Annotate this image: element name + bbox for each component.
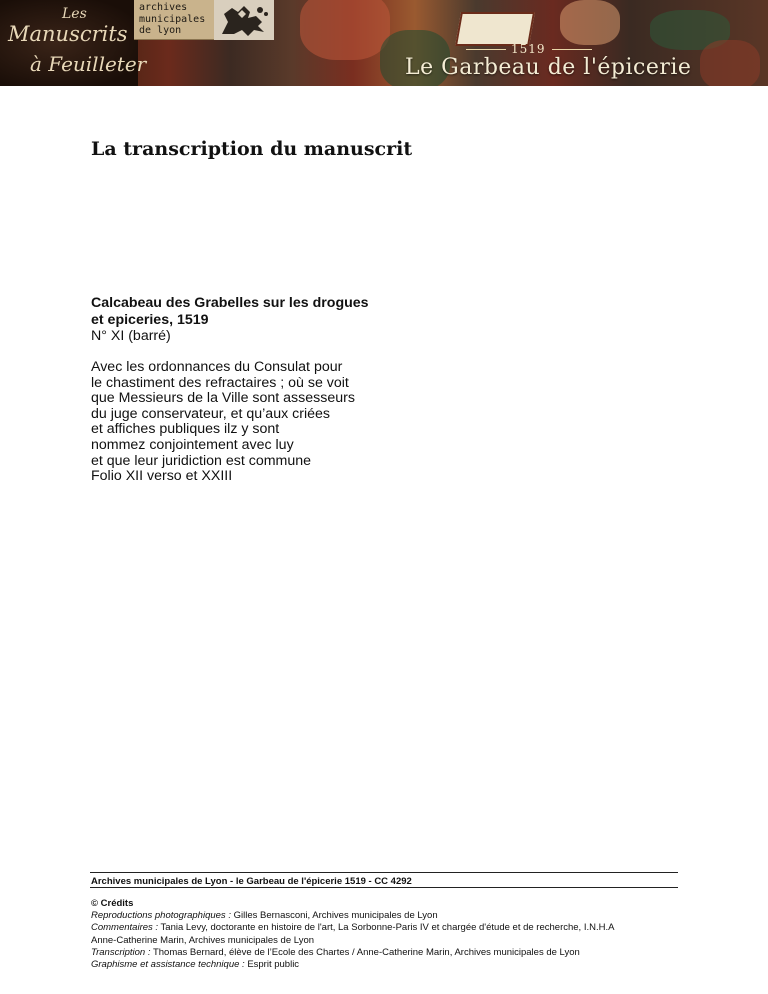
logo-text: Les xyxy=(62,6,87,22)
credit-role: Commentaires : xyxy=(91,922,159,934)
document-title: Calcabeau des Grabelles sur les drogues et epiceries, 1519 xyxy=(91,295,369,328)
credits-heading: © Crédits xyxy=(91,898,134,909)
credit-line xyxy=(91,959,691,971)
banner-title: Le Garbeau de l'épicerie xyxy=(405,55,692,80)
series-logo[interactable] xyxy=(0,0,147,86)
credit-line xyxy=(91,922,691,934)
logo-text: à Feuilleter xyxy=(30,52,147,76)
banner-divider xyxy=(466,49,506,50)
credit-names: Gilles Bernasconi, Archives municipales de Lyon xyxy=(233,910,438,922)
lion-emblem-icon xyxy=(214,0,274,40)
footer-divider xyxy=(90,872,678,873)
archives-logo-line: archives xyxy=(139,2,188,13)
credit-role: Graphisme et assistance technique : xyxy=(91,959,245,971)
transcription-text xyxy=(91,360,391,485)
footer-reference: Archives municipales de Lyon - le Garbeau de l'épicerie 1519 - CC 4292 xyxy=(91,876,412,887)
transcription-line: Folio XII verso et XXIII xyxy=(91,468,233,485)
transcription-line: que Messieurs de la Ville sont assesseurs xyxy=(91,390,355,407)
transcription-line: le chastiment des refractaires ; où se voit xyxy=(91,374,349,391)
banner-year: 1519 xyxy=(511,42,546,56)
credit-names: Esprit public xyxy=(247,959,300,971)
transcription-line: nommez conjointement avec luy xyxy=(91,436,294,453)
credit-line xyxy=(91,947,691,959)
transcription-line: du juge conservateur, et qu’aux criées xyxy=(91,405,330,422)
footer-divider xyxy=(90,887,678,888)
credit-names: Tania Levy, doctorante en histoire de l'art, La Sorbonne-Paris IV et chargée d'étude et de recherche, I.N.H.A xyxy=(160,922,615,934)
transcription-line: et que leur juridiction est commune xyxy=(91,452,312,469)
header-banner xyxy=(0,0,768,86)
page-title: La transcription du manuscrit xyxy=(91,138,413,160)
logo-text: Manuscrits xyxy=(8,22,128,46)
archives-logo-line: municipales xyxy=(139,13,206,25)
transcription-line: Avec les ordonnances du Consulat pour xyxy=(91,359,343,375)
banner-painting-detail xyxy=(300,0,390,60)
credit-line xyxy=(91,935,691,947)
banner-divider xyxy=(552,49,592,50)
archives-logo-line: de lyon xyxy=(139,25,182,36)
credit-role: Reproductions photographiques : xyxy=(91,910,231,922)
open-book-illustration xyxy=(455,12,535,46)
credit-names: Anne-Catherine Marin, Archives municipales de Lyon xyxy=(91,934,315,946)
credit-role: Transcription : xyxy=(91,946,151,958)
credit-line xyxy=(91,910,691,922)
transcription-line: et affiches publiques ilz y sont xyxy=(91,421,280,438)
credits-section xyxy=(91,898,691,971)
banner-painting-detail xyxy=(560,0,620,45)
credit-names: Thomas Bernard, élève de l’Ecole des Chartes / Anne-Catherine Marin, Archives municipales de Lyon xyxy=(152,946,580,958)
document-number: N° XI (barré) xyxy=(91,328,171,344)
banner-painting-detail xyxy=(700,40,760,86)
archives-logo[interactable] xyxy=(134,0,214,40)
